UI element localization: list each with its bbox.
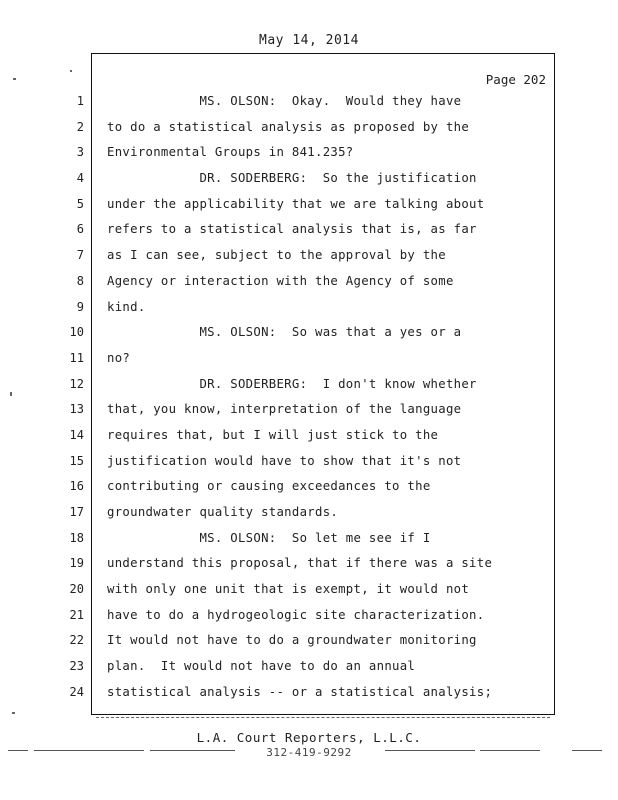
transcript-line: contributing or causing exceedances to the	[107, 479, 431, 494]
line-number: 7	[76, 248, 84, 263]
transcript-line: MS. OLSON: Okay. Would they have	[107, 94, 462, 108]
transcript-line: DR. SODERBERG: So the justification	[107, 171, 477, 186]
line-numbers	[58, 91, 84, 708]
line-number: 10	[69, 325, 84, 340]
line-number: 1	[76, 94, 84, 108]
line-number: 15	[69, 453, 84, 468]
scan-artifact-line	[572, 750, 602, 751]
line-number: 11	[69, 350, 84, 365]
transcript-line: that, you know, interpretation of the language	[107, 402, 462, 417]
court-reporter-name: L.A. Court Reporters, L.L.C.	[196, 730, 422, 745]
transcript-line: understand this proposal, that if there was a site	[107, 556, 493, 571]
transcript-line: It would not have to do a groundwater monitoring	[107, 633, 477, 648]
scan-artifact-line	[150, 750, 235, 751]
scan-speck	[10, 392, 12, 396]
line-number: 16	[69, 479, 84, 494]
line-number: 9	[76, 299, 84, 314]
transcript-line: refers to a statistical analysis that is, as far	[107, 222, 477, 237]
transcript-line: plan. It would not have to do an annual	[107, 659, 416, 674]
transcript-line: as I can see, subject to the approval by the	[107, 248, 446, 263]
line-number: 22	[69, 633, 84, 648]
line-number: 23	[69, 659, 84, 674]
line-number: 4	[76, 171, 84, 186]
transcript-line: to do a statistical analysis as proposed by the	[107, 119, 470, 134]
line-number: 21	[69, 607, 84, 622]
scan-speck	[13, 78, 16, 80]
transcript-line: under the applicability that we are talking about	[107, 196, 485, 211]
transcript-line: groundwater quality standards.	[107, 505, 339, 519]
transcript-line: Agency or interaction with the Agency of some	[107, 273, 454, 288]
line-number: 14	[69, 427, 84, 442]
scan-artifact-line	[8, 750, 28, 751]
line-number: 5	[76, 196, 84, 211]
transcript-line: DR. SODERBERG: I don't know whether	[107, 376, 477, 391]
line-number: 3	[76, 145, 84, 160]
scan-artifact-line	[480, 750, 540, 751]
scan-artifact-line	[385, 750, 475, 751]
transcript-text	[107, 91, 547, 708]
line-number: 20	[69, 582, 84, 597]
court-reporter-phone: 312-419-9292	[266, 746, 352, 759]
transcript-line: justification would have to show that it's not	[107, 453, 462, 468]
line-number: 2	[76, 119, 84, 134]
scan-artifact-line	[34, 750, 144, 751]
line-number: 17	[69, 505, 84, 519]
bottom-dashed-rule	[96, 717, 550, 718]
line-number: 12	[69, 376, 84, 391]
transcript-line: with only one unit that is exempt, it would not	[107, 582, 470, 597]
line-number: 18	[69, 530, 84, 545]
transcript-line: Environmental Groups in 841.235?	[107, 145, 354, 160]
transcript-line: statistical analysis -- or a statistical analysis;	[107, 684, 493, 699]
line-number: 8	[76, 273, 84, 288]
transcript-line: no?	[107, 350, 131, 365]
scan-speck	[12, 712, 15, 714]
transcript-line: requires that, but I will just stick to the	[107, 427, 439, 442]
transcript-line: MS. OLSON: So let me see if I	[107, 530, 431, 545]
line-number: 19	[69, 556, 84, 571]
transcript-line: kind.	[107, 299, 146, 314]
line-number: 13	[69, 402, 84, 417]
line-number: 24	[69, 684, 84, 699]
page-number: Page 202	[485, 72, 546, 87]
line-number: 6	[76, 222, 84, 237]
transcript-line: MS. OLSON: So was that a yes or a	[107, 325, 462, 340]
transcript-line: have to do a hydrogeologic site characterization.	[107, 607, 485, 622]
transcript-date: May 14, 2014	[259, 33, 359, 48]
scan-speck	[70, 70, 72, 72]
